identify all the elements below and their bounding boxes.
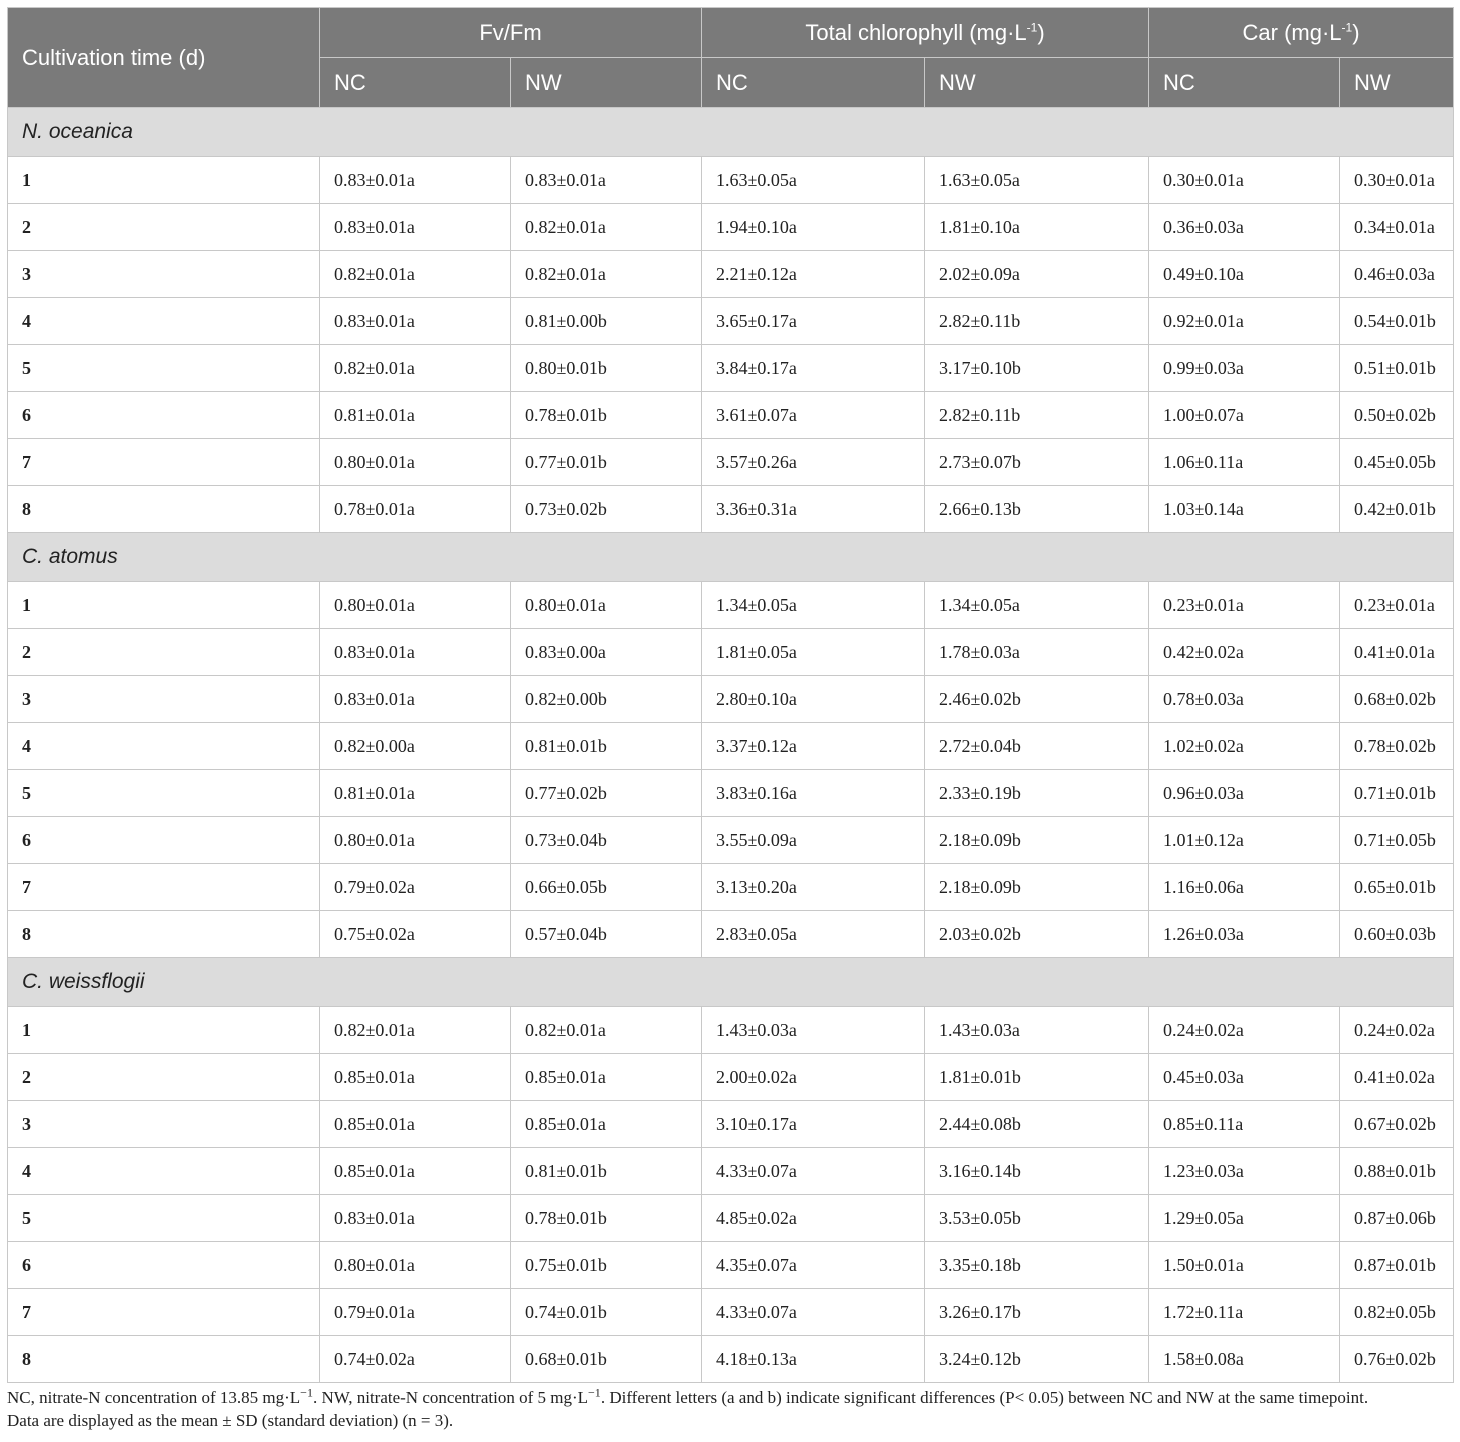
fvfm-nw-cell: 0.80±0.01b — [511, 345, 702, 392]
chl-nc-cell: 3.13±0.20a — [702, 864, 925, 911]
car-nw-cell: 0.34±0.01a — [1340, 204, 1454, 251]
car-nc-cell: 0.49±0.10a — [1149, 251, 1340, 298]
car-nc-cell: 0.24±0.02a — [1149, 1007, 1340, 1054]
day-cell: 7 — [8, 1289, 320, 1336]
fvfm-nc-cell: 0.82±0.01a — [320, 251, 511, 298]
header-fvfm-nc: NC — [320, 58, 511, 108]
footnote-text-c: . Different letters (a and b) indicate significant differences (P< 0.05) between NC and NW at the same timepoint. — [600, 1388, 1369, 1407]
chl-nw-cell: 3.53±0.05b — [925, 1195, 1149, 1242]
car-nc-cell: 0.92±0.01a — [1149, 298, 1340, 345]
car-nw-cell: 0.30±0.01a — [1340, 157, 1454, 204]
table-row — [8, 1242, 1454, 1289]
day-cell: 5 — [8, 1195, 320, 1242]
fvfm-nc-cell: 0.83±0.01a — [320, 204, 511, 251]
day-cell: 3 — [8, 676, 320, 723]
fvfm-nw-cell: 0.85±0.01a — [511, 1101, 702, 1148]
car-nc-cell: 1.58±0.08a — [1149, 1336, 1340, 1383]
chl-nc-cell: 3.57±0.26a — [702, 439, 925, 486]
car-exponent: -1 — [1341, 20, 1353, 35]
chl-nc-cell: 2.21±0.12a — [702, 251, 925, 298]
fvfm-nw-cell: 0.77±0.01b — [511, 439, 702, 486]
car-nc-cell: 0.85±0.11a — [1149, 1101, 1340, 1148]
fvfm-nc-cell: 0.85±0.01a — [320, 1148, 511, 1195]
car-nc-cell: 1.29±0.05a — [1149, 1195, 1340, 1242]
header-chl-nw: NW — [925, 58, 1149, 108]
fvfm-nw-cell: 0.78±0.01b — [511, 1195, 702, 1242]
table-row — [8, 1289, 1454, 1336]
fvfm-nc-cell: 0.85±0.01a — [320, 1101, 511, 1148]
table-row — [8, 864, 1454, 911]
day-cell: 4 — [8, 723, 320, 770]
species-section-row — [8, 533, 1454, 582]
fvfm-nc-cell: 0.79±0.02a — [320, 864, 511, 911]
car-nc-cell: 1.03±0.14a — [1149, 486, 1340, 533]
chl-nc-cell: 3.10±0.17a — [702, 1101, 925, 1148]
table-row — [8, 204, 1454, 251]
fvfm-nw-cell: 0.81±0.01b — [511, 723, 702, 770]
day-cell: 5 — [8, 345, 320, 392]
fvfm-nc-cell: 0.82±0.00a — [320, 723, 511, 770]
car-nw-cell: 0.76±0.02b — [1340, 1336, 1454, 1383]
day-cell: 1 — [8, 157, 320, 204]
table-row — [8, 298, 1454, 345]
day-cell: 2 — [8, 1054, 320, 1101]
day-cell: 6 — [8, 817, 320, 864]
table-row — [8, 1101, 1454, 1148]
footnote-line-2: Data are displayed as the mean ± SD (standard deviation) (n = 3). — [7, 1411, 454, 1430]
chl-nc-cell: 3.84±0.17a — [702, 345, 925, 392]
chl-nc-cell: 3.36±0.31a — [702, 486, 925, 533]
car-nw-cell: 0.41±0.01a — [1340, 629, 1454, 676]
results-table — [7, 7, 1454, 1383]
day-cell: 7 — [8, 864, 320, 911]
chl-nw-cell: 2.82±0.11b — [925, 298, 1149, 345]
fvfm-nw-cell: 0.83±0.01a — [511, 157, 702, 204]
species-name: C. atomus — [8, 533, 1454, 582]
fvfm-nc-cell: 0.74±0.02a — [320, 1336, 511, 1383]
footnote-line-1 — [7, 1386, 1457, 1409]
header-total-chlorophyll — [702, 8, 1149, 58]
day-cell: 1 — [8, 1007, 320, 1054]
chl-nc-cell: 4.33±0.07a — [702, 1289, 925, 1336]
day-cell: 3 — [8, 251, 320, 298]
chl-nw-cell: 2.46±0.02b — [925, 676, 1149, 723]
chl-nc-cell: 1.81±0.05a — [702, 629, 925, 676]
day-cell: 1 — [8, 582, 320, 629]
car-nc-cell: 1.72±0.11a — [1149, 1289, 1340, 1336]
fvfm-nc-cell: 0.81±0.01a — [320, 770, 511, 817]
chl-nc-cell: 3.83±0.16a — [702, 770, 925, 817]
car-nw-cell: 0.51±0.01b — [1340, 345, 1454, 392]
fvfm-nw-cell: 0.82±0.01a — [511, 1007, 702, 1054]
table-row — [8, 817, 1454, 864]
fvfm-nc-cell: 0.85±0.01a — [320, 1054, 511, 1101]
car-nc-cell: 1.02±0.02a — [1149, 723, 1340, 770]
table-row — [8, 157, 1454, 204]
header-fvfm-nw: NW — [511, 58, 702, 108]
table-row — [8, 1336, 1454, 1383]
chl-nc-cell: 4.35±0.07a — [702, 1242, 925, 1289]
chl-nc-cell: 1.94±0.10a — [702, 204, 925, 251]
table-row — [8, 911, 1454, 958]
header-fvfm: Fv/Fm — [320, 8, 702, 58]
day-cell: 2 — [8, 629, 320, 676]
species-name: C. weissflogii — [8, 958, 1454, 1007]
car-nc-cell: 1.01±0.12a — [1149, 817, 1340, 864]
chl-nw-cell: 3.16±0.14b — [925, 1148, 1149, 1195]
chl-nc-cell: 3.37±0.12a — [702, 723, 925, 770]
day-cell: 8 — [8, 486, 320, 533]
car-nw-cell: 0.41±0.02a — [1340, 1054, 1454, 1101]
car-nc-cell: 0.96±0.03a — [1149, 770, 1340, 817]
car-nc-cell: 0.42±0.02a — [1149, 629, 1340, 676]
chl-nw-cell: 2.72±0.04b — [925, 723, 1149, 770]
chl-nw-cell: 2.66±0.13b — [925, 486, 1149, 533]
fvfm-nc-cell: 0.83±0.01a — [320, 157, 511, 204]
table-footnote — [7, 1386, 1457, 1432]
chl-nw-cell: 1.81±0.10a — [925, 204, 1149, 251]
car-nc-cell: 0.30±0.01a — [1149, 157, 1340, 204]
header-car-nw: NW — [1340, 58, 1454, 108]
car-nc-cell: 1.26±0.03a — [1149, 911, 1340, 958]
fvfm-nw-cell: 0.75±0.01b — [511, 1242, 702, 1289]
car-nw-cell: 0.88±0.01b — [1340, 1148, 1454, 1195]
car-nw-cell: 0.71±0.05b — [1340, 817, 1454, 864]
fvfm-nw-cell: 0.74±0.01b — [511, 1289, 702, 1336]
car-nw-cell: 0.54±0.01b — [1340, 298, 1454, 345]
car-nc-cell: 0.99±0.03a — [1149, 345, 1340, 392]
car-nw-cell: 0.82±0.05b — [1340, 1289, 1454, 1336]
table-row — [8, 345, 1454, 392]
fvfm-nw-cell: 0.83±0.00a — [511, 629, 702, 676]
table-row — [8, 629, 1454, 676]
fvfm-nw-cell: 0.73±0.02b — [511, 486, 702, 533]
fvfm-nc-cell: 0.80±0.01a — [320, 582, 511, 629]
day-cell: 5 — [8, 770, 320, 817]
car-nc-cell: 0.23±0.01a — [1149, 582, 1340, 629]
chl-nw-cell: 1.43±0.03a — [925, 1007, 1149, 1054]
chl-nc-cell: 3.65±0.17a — [702, 298, 925, 345]
species-section-row — [8, 958, 1454, 1007]
chl-nc-cell: 4.85±0.02a — [702, 1195, 925, 1242]
fvfm-nc-cell: 0.83±0.01a — [320, 676, 511, 723]
chl-exponent: -1 — [1026, 20, 1038, 35]
day-cell: 8 — [8, 911, 320, 958]
day-cell: 7 — [8, 439, 320, 486]
car-nw-cell: 0.67±0.02b — [1340, 1101, 1454, 1148]
chl-nw-cell: 3.35±0.18b — [925, 1242, 1149, 1289]
fvfm-nc-cell: 0.80±0.01a — [320, 1242, 511, 1289]
fvfm-nw-cell: 0.57±0.04b — [511, 911, 702, 958]
car-nc-cell: 1.16±0.06a — [1149, 864, 1340, 911]
chl-nw-cell: 3.17±0.10b — [925, 345, 1149, 392]
car-nw-cell: 0.45±0.05b — [1340, 439, 1454, 486]
chl-nc-cell: 1.34±0.05a — [702, 582, 925, 629]
footnote-text-b: . NW, nitrate-N concentration of 5 mg·L — [312, 1388, 589, 1407]
chl-nw-cell: 2.18±0.09b — [925, 817, 1149, 864]
table-header — [8, 8, 1454, 108]
fvfm-nc-cell: 0.83±0.01a — [320, 298, 511, 345]
car-nw-cell: 0.60±0.03b — [1340, 911, 1454, 958]
chl-nw-cell: 2.18±0.09b — [925, 864, 1149, 911]
chl-nw-cell: 1.63±0.05a — [925, 157, 1149, 204]
chl-nw-cell: 2.03±0.02b — [925, 911, 1149, 958]
car-nw-cell: 0.46±0.03a — [1340, 251, 1454, 298]
fvfm-nw-cell: 0.80±0.01a — [511, 582, 702, 629]
header-car-nc: NC — [1149, 58, 1340, 108]
car-nc-cell: 0.78±0.03a — [1149, 676, 1340, 723]
fvfm-nc-cell: 0.82±0.01a — [320, 1007, 511, 1054]
fvfm-nw-cell: 0.66±0.05b — [511, 864, 702, 911]
footnote-exponent-1: −1 — [300, 1385, 313, 1400]
table-row — [8, 251, 1454, 298]
fvfm-nw-cell: 0.82±0.00b — [511, 676, 702, 723]
fvfm-nc-cell: 0.83±0.01a — [320, 629, 511, 676]
car-nw-cell: 0.24±0.02a — [1340, 1007, 1454, 1054]
table-row — [8, 676, 1454, 723]
header-chl-nc: NC — [702, 58, 925, 108]
fvfm-nw-cell: 0.68±0.01b — [511, 1336, 702, 1383]
chl-nc-cell: 1.63±0.05a — [702, 157, 925, 204]
chl-nc-cell: 2.00±0.02a — [702, 1054, 925, 1101]
table-row — [8, 1195, 1454, 1242]
chl-nc-cell: 1.43±0.03a — [702, 1007, 925, 1054]
day-cell: 4 — [8, 298, 320, 345]
header-car — [1149, 8, 1454, 58]
table-row — [8, 1054, 1454, 1101]
day-cell: 2 — [8, 204, 320, 251]
species-name: N. oceanica — [8, 108, 1454, 157]
fvfm-nw-cell: 0.81±0.00b — [511, 298, 702, 345]
table-row — [8, 439, 1454, 486]
table-row — [8, 770, 1454, 817]
fvfm-nw-cell: 0.82±0.01a — [511, 251, 702, 298]
fvfm-nw-cell: 0.78±0.01b — [511, 392, 702, 439]
species-section-row — [8, 108, 1454, 157]
footnote-exponent-2: −1 — [588, 1385, 601, 1400]
table-row — [8, 392, 1454, 439]
table-row — [8, 486, 1454, 533]
chl-nw-cell: 2.44±0.08b — [925, 1101, 1149, 1148]
chl-nw-cell: 3.26±0.17b — [925, 1289, 1149, 1336]
day-cell: 6 — [8, 1242, 320, 1289]
fvfm-nw-cell: 0.82±0.01a — [511, 204, 702, 251]
car-nc-cell: 1.50±0.01a — [1149, 1242, 1340, 1289]
chl-nc-cell: 4.18±0.13a — [702, 1336, 925, 1383]
chl-nc-cell: 4.33±0.07a — [702, 1148, 925, 1195]
chl-nw-cell: 2.82±0.11b — [925, 392, 1149, 439]
car-nw-cell: 0.78±0.02b — [1340, 723, 1454, 770]
fvfm-nc-cell: 0.80±0.01a — [320, 439, 511, 486]
car-nw-cell: 0.87±0.01b — [1340, 1242, 1454, 1289]
car-nw-cell: 0.71±0.01b — [1340, 770, 1454, 817]
car-nc-cell: 1.23±0.03a — [1149, 1148, 1340, 1195]
fvfm-nw-cell: 0.77±0.02b — [511, 770, 702, 817]
table-row — [8, 1148, 1454, 1195]
day-cell: 3 — [8, 1101, 320, 1148]
chl-nc-cell: 2.83±0.05a — [702, 911, 925, 958]
chl-close: ) — [1037, 19, 1045, 45]
chl-nc-cell: 3.55±0.09a — [702, 817, 925, 864]
car-label: Car (mg·L — [1242, 19, 1342, 45]
fvfm-nc-cell: 0.83±0.01a — [320, 1195, 511, 1242]
chl-nw-cell: 2.33±0.19b — [925, 770, 1149, 817]
car-nc-cell: 1.06±0.11a — [1149, 439, 1340, 486]
chl-nw-cell: 2.73±0.07b — [925, 439, 1149, 486]
day-cell: 6 — [8, 392, 320, 439]
chl-label: Total chlorophyll (mg·L — [805, 19, 1027, 45]
car-nw-cell: 0.68±0.02b — [1340, 676, 1454, 723]
header-cultivation-time: Cultivation time (d) — [8, 8, 320, 108]
chl-nw-cell: 3.24±0.12b — [925, 1336, 1149, 1383]
car-nw-cell: 0.50±0.02b — [1340, 392, 1454, 439]
chl-nw-cell: 1.78±0.03a — [925, 629, 1149, 676]
fvfm-nc-cell: 0.79±0.01a — [320, 1289, 511, 1336]
fvfm-nw-cell: 0.73±0.04b — [511, 817, 702, 864]
car-nc-cell: 0.45±0.03a — [1149, 1054, 1340, 1101]
fvfm-nc-cell: 0.75±0.02a — [320, 911, 511, 958]
chl-nc-cell: 3.61±0.07a — [702, 392, 925, 439]
chl-nw-cell: 1.81±0.01b — [925, 1054, 1149, 1101]
car-nw-cell: 0.65±0.01b — [1340, 864, 1454, 911]
car-nc-cell: 1.00±0.07a — [1149, 392, 1340, 439]
table-row — [8, 723, 1454, 770]
fvfm-nw-cell: 0.85±0.01a — [511, 1054, 702, 1101]
chl-nw-cell: 2.02±0.09a — [925, 251, 1149, 298]
footnote-text-a: NC, nitrate-N concentration of 13.85 mg·L — [7, 1388, 301, 1407]
fvfm-nw-cell: 0.81±0.01b — [511, 1148, 702, 1195]
table-row — [8, 1007, 1454, 1054]
fvfm-nc-cell: 0.82±0.01a — [320, 345, 511, 392]
chl-nw-cell: 1.34±0.05a — [925, 582, 1149, 629]
car-nw-cell: 0.23±0.01a — [1340, 582, 1454, 629]
car-close: ) — [1352, 19, 1360, 45]
fvfm-nc-cell: 0.80±0.01a — [320, 817, 511, 864]
day-cell: 4 — [8, 1148, 320, 1195]
car-nc-cell: 0.36±0.03a — [1149, 204, 1340, 251]
car-nw-cell: 0.87±0.06b — [1340, 1195, 1454, 1242]
day-cell: 8 — [8, 1336, 320, 1383]
table-body — [8, 108, 1454, 1383]
chl-nc-cell: 2.80±0.10a — [702, 676, 925, 723]
fvfm-nc-cell: 0.78±0.01a — [320, 486, 511, 533]
table-row — [8, 582, 1454, 629]
fvfm-nc-cell: 0.81±0.01a — [320, 392, 511, 439]
car-nw-cell: 0.42±0.01b — [1340, 486, 1454, 533]
